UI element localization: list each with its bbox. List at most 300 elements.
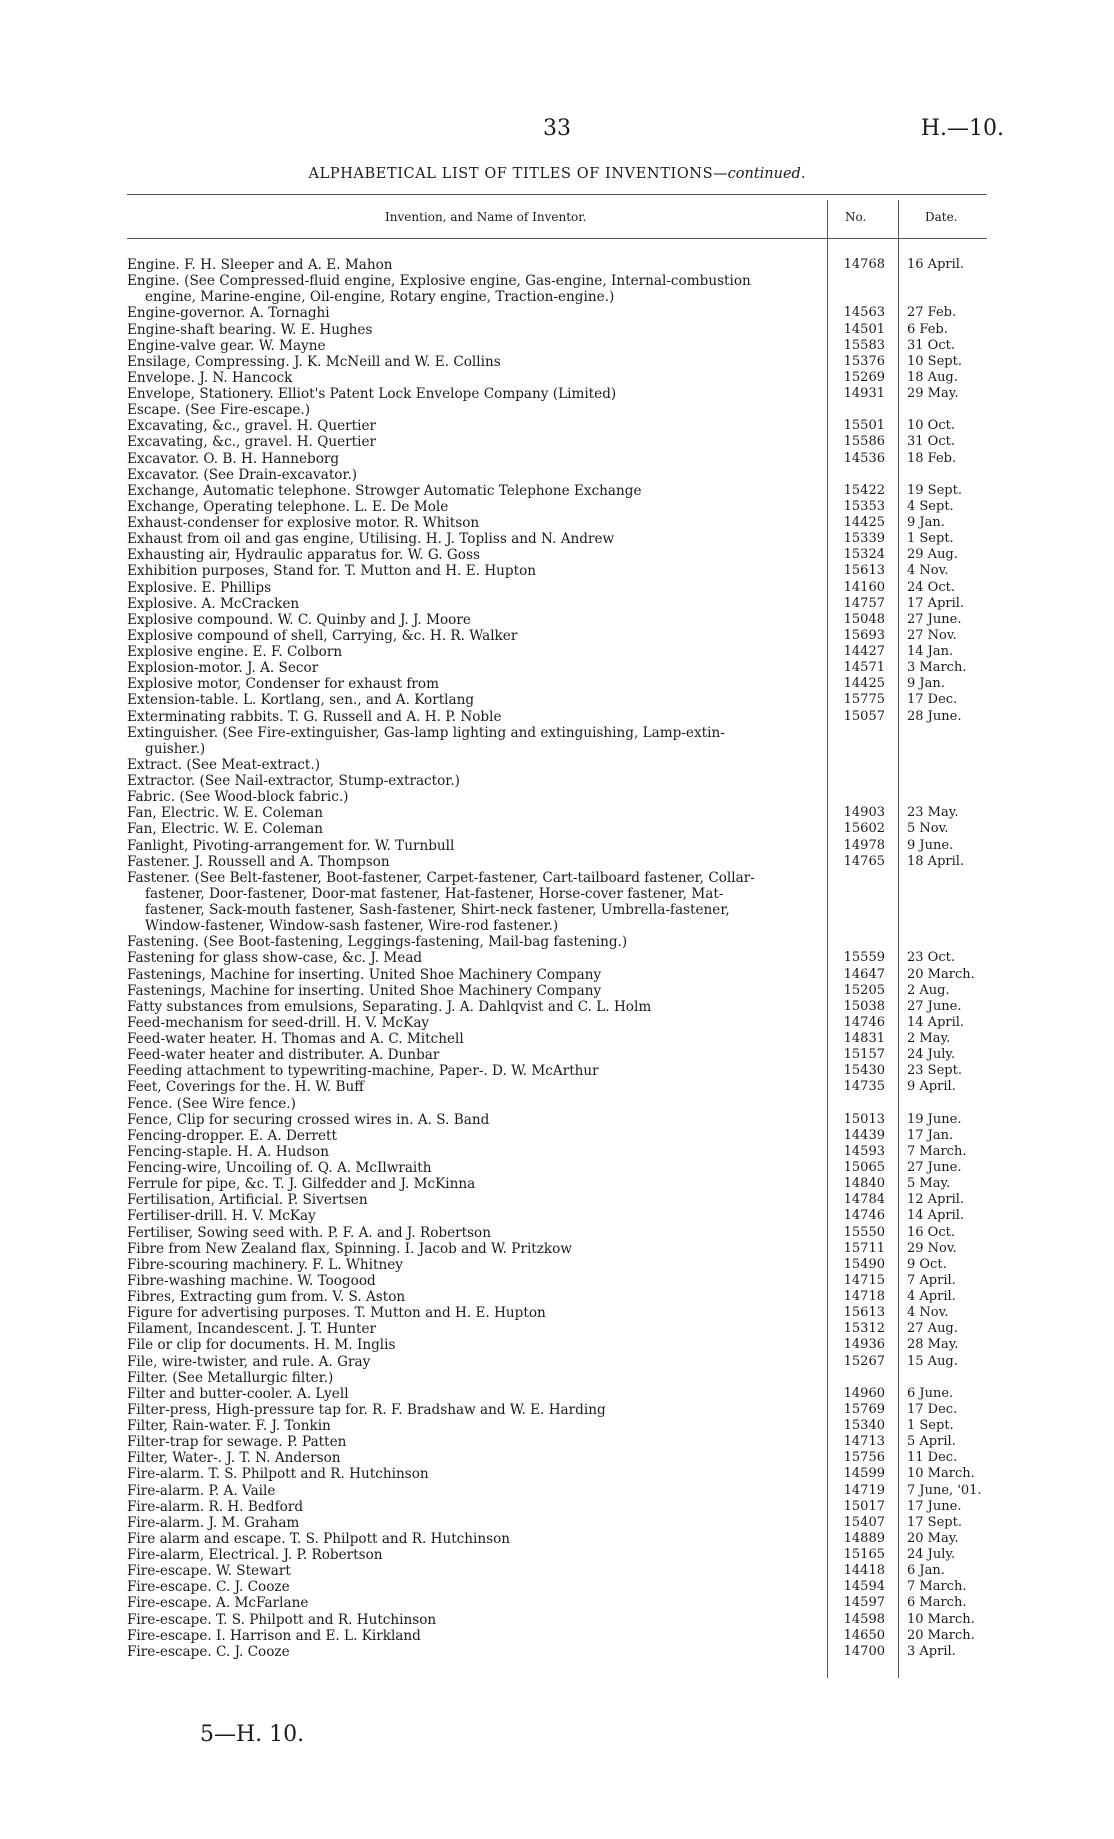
patent-number: 14425 xyxy=(843,676,885,692)
invention-title: Feet, Coverings for the. H. W. Buff xyxy=(127,1079,364,1096)
invention-title: Feeding attachment to typewriting-machine, Paper-. D. W. McArthur xyxy=(127,1063,599,1080)
patent-number: 14597 xyxy=(843,1595,885,1611)
invention-title: Fire-escape. A. McFarlane xyxy=(127,1595,309,1612)
list-item xyxy=(127,1015,987,1031)
patent-date: 10 Sept. xyxy=(907,353,962,369)
list-item xyxy=(127,1063,987,1079)
column-header-no: No. xyxy=(845,210,867,224)
patent-number: 14501 xyxy=(843,321,885,337)
list-item xyxy=(127,773,987,789)
patent-date: 18 Aug. xyxy=(907,369,958,385)
patent-date: 10 Oct. xyxy=(907,418,955,434)
patent-number: 14418 xyxy=(843,1563,885,1579)
patent-number: 15769 xyxy=(843,1401,885,1417)
column-header-date: Date. xyxy=(925,210,958,224)
patent-number: 14768 xyxy=(843,257,885,272)
list-item xyxy=(127,402,987,418)
patent-number: 14784 xyxy=(843,1192,885,1208)
patent-date: 28 May. xyxy=(907,1337,959,1353)
list-item xyxy=(127,692,987,708)
patent-number: 14719 xyxy=(843,1482,885,1498)
patent-date: 9 June. xyxy=(907,837,954,853)
list-item xyxy=(127,838,987,854)
list-item xyxy=(127,1466,987,1482)
list-item xyxy=(127,1579,987,1595)
patent-number: 15430 xyxy=(843,1063,885,1079)
list-title-suffix: —continued. xyxy=(713,166,806,182)
patent-date: 23 Oct. xyxy=(907,950,955,966)
patent-number: 14715 xyxy=(843,1272,885,1288)
invention-title: Exchange, Automatic telephone. Strowger Automatic Telephone Exchange xyxy=(127,482,642,499)
patent-date: 4 Nov. xyxy=(907,1305,949,1321)
list-item xyxy=(127,1112,987,1128)
patent-date: 19 June. xyxy=(907,1111,962,1127)
patent-date: 9 Jan. xyxy=(907,515,945,530)
invention-title: Excavating, &c., gravel. H. Quertier xyxy=(127,418,376,435)
patent-number: 15048 xyxy=(843,611,885,627)
list-item xyxy=(127,1354,987,1370)
patent-number: 14746 xyxy=(843,1014,885,1030)
list-item xyxy=(127,596,987,612)
invention-list xyxy=(127,257,987,1660)
invention-title: Extract. (See Meat-extract.) xyxy=(127,756,321,773)
patent-number: 14536 xyxy=(843,450,885,466)
invention-title: Ensilage, Compressing. J. K. McNeill and W. E. Collins xyxy=(127,353,501,370)
list-item xyxy=(127,1402,987,1418)
invention-title: Window-fastener, Window-sash fastener, Wire-rod fastener.) xyxy=(145,918,559,935)
invention-title: Fanlight, Pivoting-arrangement for. W. Turnbull xyxy=(127,837,455,854)
invention-title: Fastenings, Machine for inserting. United Shoe Machinery Company xyxy=(127,966,602,983)
patent-number: 15165 xyxy=(843,1547,885,1562)
patent-date: 16 April. xyxy=(907,257,965,272)
invention-title: Fastener. J. Roussell and A. Thompson xyxy=(127,853,390,870)
list-item xyxy=(127,757,987,773)
patent-number: 15038 xyxy=(843,998,885,1014)
invention-title: Fencing-wire, Uncoiling of. Q. A. McIlwraith xyxy=(127,1160,432,1176)
patent-date: 27 June. xyxy=(907,998,962,1014)
list-item xyxy=(127,1128,987,1144)
list-item xyxy=(127,1225,987,1241)
invention-title: Explosion-motor. J. A. Secor xyxy=(127,660,319,677)
list-item xyxy=(127,1321,987,1337)
invention-title: Exhibition purposes, Stand for. T. Mutton and H. E. Hupton xyxy=(127,563,537,580)
patent-number: 15269 xyxy=(843,369,885,385)
patent-date: 16 Oct. xyxy=(907,1224,955,1240)
list-item xyxy=(127,1337,987,1353)
patent-date: 23 May. xyxy=(907,805,959,821)
invention-title: Exhausting air, Hydraulic apparatus for. W. G. Goss xyxy=(127,547,480,564)
patent-number: 14746 xyxy=(843,1208,885,1224)
patent-date: 31 Oct. xyxy=(907,434,955,450)
list-item xyxy=(127,370,987,386)
invention-title: Fibres, Extracting gum from. V. S. Aston xyxy=(127,1289,406,1305)
list-item xyxy=(127,1144,987,1160)
patent-date: 6 Jan. xyxy=(907,1563,945,1579)
invention-title: Fire-alarm. J. M. Graham xyxy=(127,1514,300,1531)
patent-date: 11 Dec. xyxy=(907,1450,958,1466)
patent-date: 31 Oct. xyxy=(907,337,955,353)
patent-number: 15775 xyxy=(843,692,885,708)
patent-number: 14425 xyxy=(843,515,885,530)
patent-date: 29 Nov. xyxy=(907,1240,957,1256)
list-item xyxy=(127,1289,987,1305)
list-item xyxy=(127,1047,987,1063)
patent-date: 27 Feb. xyxy=(907,305,957,321)
invention-title: Fibre from New Zealand flax, Spinning. I. Jacob and W. Pritzkow xyxy=(127,1240,572,1257)
patent-date: 7 March. xyxy=(907,1579,967,1595)
patent-date: 27 Aug. xyxy=(907,1321,958,1337)
patent-date: 14 April. xyxy=(907,1014,965,1030)
invention-title: Explosive. A. McCracken xyxy=(127,595,300,612)
patent-date: 14 April. xyxy=(907,1208,965,1224)
invention-title: Fire alarm and escape. T. S. Philpott and R. Hutchinson xyxy=(127,1530,511,1547)
invention-title: Fan, Electric. W. E. Coleman xyxy=(127,805,324,822)
patent-date: 10 March. xyxy=(907,1466,975,1482)
patent-number: 14647 xyxy=(843,966,885,982)
invention-title: Filament, Incandescent. J. T. Hunter xyxy=(127,1321,376,1338)
invention-title: Engine. (See Compressed-fluid engine, Explosive engine, Gas-engine, Internal-combustion xyxy=(127,273,751,290)
patent-date: 17 Dec. xyxy=(907,1401,958,1417)
invention-title: Extension-table. L. Kortlang, sen., and A. Kortlang xyxy=(127,692,475,709)
list-item xyxy=(127,451,987,467)
list-item xyxy=(127,338,987,354)
invention-title: Filter, Water-. J. T. N. Anderson xyxy=(127,1450,341,1467)
patent-number: 14571 xyxy=(843,660,885,676)
patent-number: 15613 xyxy=(843,1305,885,1321)
patent-number: 15353 xyxy=(843,498,885,514)
list-item xyxy=(127,1483,987,1499)
patent-date: 17 Sept. xyxy=(907,1514,962,1530)
patent-number: 14439 xyxy=(843,1127,885,1143)
patent-number: 14765 xyxy=(843,853,885,869)
invention-title: Fire-escape. T. S. Philpott and R. Hutchinson xyxy=(127,1611,437,1628)
patent-number: 15312 xyxy=(843,1321,885,1337)
invention-title: engine, Marine-engine, Oil-engine, Rotary engine, Traction-engine.) xyxy=(145,289,615,306)
patent-number: 14978 xyxy=(843,837,885,853)
patent-date: 5 Nov. xyxy=(907,821,949,837)
list-item xyxy=(127,660,987,676)
list-item xyxy=(127,1096,987,1112)
invention-title: Engine-valve gear. W. Mayne xyxy=(127,337,326,354)
patent-date: 5 May. xyxy=(907,1176,951,1192)
invention-title: Fencing-staple. H. A. Hudson xyxy=(127,1143,329,1160)
patent-number: 15550 xyxy=(843,1224,885,1240)
invention-title: Fatty substances from emulsions, Separating. J. A. Dahlqvist and C. L. Holm xyxy=(127,998,652,1015)
patent-number: 14889 xyxy=(843,1530,885,1546)
invention-title: Fertiliser-drill. H. V. McKay xyxy=(127,1208,316,1225)
patent-number: 15157 xyxy=(843,1047,885,1063)
invention-title: Fan, Electric. W. E. Coleman xyxy=(127,821,324,838)
list-item xyxy=(127,1241,987,1257)
patent-date: 17 Dec. xyxy=(907,692,958,708)
patent-number: 14757 xyxy=(843,595,885,611)
list-item xyxy=(127,1531,987,1547)
invention-title: Fencing-dropper. E. A. Derrett xyxy=(127,1127,337,1144)
list-item xyxy=(127,257,987,273)
patent-date: 3 March. xyxy=(907,660,967,676)
list-item xyxy=(127,499,987,515)
patent-number: 14593 xyxy=(843,1143,885,1159)
invention-title: Fastenings, Machine for inserting. United Shoe Machinery Company xyxy=(127,982,602,999)
invention-title: Filter and butter-cooler. A. Lyell xyxy=(127,1385,349,1402)
list-item xyxy=(127,805,987,821)
patent-number: 15490 xyxy=(843,1256,885,1272)
patent-number: 14960 xyxy=(843,1385,885,1401)
patent-date: 10 March. xyxy=(907,1611,975,1627)
patent-date: 29 Aug. xyxy=(907,547,958,563)
invention-title: Engine. F. H. Sleeper and A. E. Mahon xyxy=(127,257,393,273)
patent-date: 5 April. xyxy=(907,1434,956,1450)
patent-number: 14563 xyxy=(843,305,885,321)
invention-title: Extractor. (See Nail-extractor, Stump-extractor.) xyxy=(127,773,460,789)
patent-date: 27 June. xyxy=(907,1160,962,1175)
list-item xyxy=(127,1547,987,1563)
list-item xyxy=(127,628,987,644)
invention-title: Envelope, Stationery. Elliot's Patent Lock Envelope Company (Limited) xyxy=(127,386,617,402)
list-item xyxy=(127,1628,987,1644)
invention-title: Filter-press, High-pressure tap for. R. F. Bradshaw and W. E. Harding xyxy=(127,1401,606,1418)
list-item xyxy=(127,725,987,741)
list-item xyxy=(127,1612,987,1628)
invention-title: Filter. (See Metallurgic filter.) xyxy=(127,1369,334,1386)
list-item xyxy=(127,854,987,870)
invention-title: Fastening for glass show-case, &c. J. Mead xyxy=(127,950,423,967)
list-item xyxy=(127,709,987,725)
list-item xyxy=(127,902,987,918)
patent-date: 4 April. xyxy=(907,1289,956,1304)
list-item xyxy=(127,531,987,547)
list-item xyxy=(127,918,987,934)
patent-date: 23 Sept. xyxy=(907,1063,962,1079)
list-item xyxy=(127,950,987,966)
invention-title: Envelope. J. N. Hancock xyxy=(127,369,293,386)
patent-date: 12 April. xyxy=(907,1192,965,1208)
list-item xyxy=(127,1595,987,1611)
invention-title: Escape. (See Fire-escape.) xyxy=(127,402,311,419)
list-item xyxy=(127,322,987,338)
invention-title: Exhaust-condenser for explosive motor. R. Whitson xyxy=(127,515,480,531)
invention-title: Explosive compound. W. C. Quinby and J. J. Moore xyxy=(127,611,471,628)
invention-title: Exchange, Operating telephone. L. E. De Mole xyxy=(127,498,449,515)
patent-number: 15756 xyxy=(843,1450,885,1466)
list-item xyxy=(127,741,987,757)
patent-date: 20 March. xyxy=(907,966,975,982)
list-item xyxy=(127,886,987,902)
invention-title: Fibre-scouring machinery. F. L. Whitney xyxy=(127,1256,403,1273)
patent-date: 17 Jan. xyxy=(907,1127,954,1143)
list-item xyxy=(127,1208,987,1224)
invention-title: Feed-water heater and distributer. A. Dunbar xyxy=(127,1047,440,1064)
patent-number: 14931 xyxy=(843,386,885,401)
invention-title: Fibre-washing machine. W. Toogood xyxy=(127,1272,376,1289)
invention-title: Fastening. (See Boot-fastening, Leggings-fastening, Mail-bag fastening.) xyxy=(127,934,628,951)
list-item xyxy=(127,1176,987,1192)
invention-title: Fire-escape. C. J. Cooze xyxy=(127,1579,290,1596)
list-item xyxy=(127,580,987,596)
list-item xyxy=(127,821,987,837)
patent-number: 15376 xyxy=(843,353,885,369)
patent-number: 15065 xyxy=(843,1160,885,1175)
list-item xyxy=(127,1644,987,1660)
list-item xyxy=(127,515,987,531)
invention-title: Fire-alarm, Electrical. J. P. Robertson xyxy=(127,1547,383,1563)
patent-number: 14594 xyxy=(843,1579,885,1595)
invention-title: Explosive. E. Phillips xyxy=(127,579,272,596)
list-item xyxy=(127,273,987,289)
list-item xyxy=(127,1386,987,1402)
invention-title: fastener, Sack-mouth fastener, Sash-fastener, Shirt-neck fastener, Umbrella-fastener, xyxy=(145,902,730,918)
patent-date: 6 June. xyxy=(907,1385,954,1401)
list-item xyxy=(127,1434,987,1450)
invention-title: Fastener. (See Belt-fastener, Boot-fastener, Carpet-fastener, Cart-tailboard fastener, Collar- xyxy=(127,869,755,886)
patent-number: 14599 xyxy=(843,1466,885,1482)
patent-number: 14718 xyxy=(843,1289,885,1304)
invention-title: Filter-trap for sewage. P. Patten xyxy=(127,1434,347,1451)
invention-title: Feed-water heater. H. Thomas and A. C. Mitchell xyxy=(127,1031,464,1047)
patent-number: 14713 xyxy=(843,1434,885,1450)
patent-date: 27 June. xyxy=(907,611,962,627)
patent-date: 9 Oct. xyxy=(907,1256,947,1272)
invention-title: Explosive engine. E. F. Colborn xyxy=(127,644,343,660)
patent-date: 20 March. xyxy=(907,1627,975,1643)
list-item xyxy=(127,934,987,950)
list-item xyxy=(127,1079,987,1095)
list-item xyxy=(127,612,987,628)
patent-number: 14840 xyxy=(843,1176,885,1192)
patent-number: 15613 xyxy=(843,563,885,579)
patent-number: 15324 xyxy=(843,547,885,563)
invention-title: Engine-governor. A. Tornaghi xyxy=(127,305,330,322)
patent-date: 19 Sept. xyxy=(907,482,962,498)
list-item xyxy=(127,418,987,434)
patent-number: 14936 xyxy=(843,1337,885,1353)
list-item xyxy=(127,354,987,370)
patent-date: 20 May. xyxy=(907,1530,959,1546)
list-item xyxy=(127,289,987,305)
invention-title: Fire-alarm. T. S. Philpott and R. Hutchinson xyxy=(127,1466,429,1483)
patent-number: 15583 xyxy=(843,337,885,353)
invention-title: Fertiliser, Sowing seed with. P. F. A. and J. Robertson xyxy=(127,1224,492,1241)
patent-number: 15407 xyxy=(843,1514,885,1530)
patent-date: 3 April. xyxy=(907,1643,956,1659)
patent-number: 14427 xyxy=(843,644,885,659)
patent-date: 24 Oct. xyxy=(907,579,955,595)
list-item xyxy=(127,1160,987,1176)
invention-title: guisher.) xyxy=(145,740,206,757)
patent-number: 15339 xyxy=(843,531,885,547)
top-rule xyxy=(127,194,987,195)
patent-number: 14160 xyxy=(843,579,885,595)
patent-number: 14700 xyxy=(843,1643,885,1659)
patent-date: 7 June, '01. xyxy=(907,1482,982,1498)
list-item xyxy=(127,1273,987,1289)
patent-number: 15586 xyxy=(843,434,885,450)
list-item xyxy=(127,483,987,499)
invention-title: Filter, Rain-water. F. J. Tonkin xyxy=(127,1418,331,1434)
patent-date: 18 April. xyxy=(907,853,965,869)
list-item xyxy=(127,1192,987,1208)
invention-title: Fire-escape. I. Harrison and E. L. Kirkland xyxy=(127,1627,421,1644)
patent-date: 2 May. xyxy=(907,1031,951,1046)
invention-title: Figure for advertising purposes. T. Mutton and H. E. Hupton xyxy=(127,1305,546,1322)
patent-date: 7 March. xyxy=(907,1143,967,1159)
patent-date: 6 March. xyxy=(907,1595,967,1611)
list-item xyxy=(127,1515,987,1531)
patent-number: 14831 xyxy=(843,1031,885,1046)
patent-date: 24 July. xyxy=(907,1047,956,1063)
patent-date: 4 Nov. xyxy=(907,563,949,579)
patent-number: 15057 xyxy=(843,708,885,724)
patent-date: 24 July. xyxy=(907,1547,956,1562)
page-reference: H.—10. xyxy=(920,116,1004,141)
list-item xyxy=(127,1418,987,1434)
list-item xyxy=(127,1370,987,1386)
patent-number: 14735 xyxy=(843,1079,885,1095)
invention-title: Explosive motor, Condenser for exhaust from xyxy=(127,676,439,693)
patent-number: 15693 xyxy=(843,627,885,643)
patent-date: 2 Aug. xyxy=(907,982,950,998)
patent-date: 17 April. xyxy=(907,595,965,611)
invention-title: Feed-mechanism for seed-drill. H. V. McKay xyxy=(127,1014,430,1031)
list-item xyxy=(127,983,987,999)
patent-date: 4 Sept. xyxy=(907,498,954,514)
list-item xyxy=(127,467,987,483)
invention-title: Ferrule for pipe, &c. T. J. Gilfedder and J. McKinna xyxy=(127,1176,476,1193)
list-item xyxy=(127,967,987,983)
patent-number: 15205 xyxy=(843,982,885,998)
list-item xyxy=(127,434,987,450)
invention-title: fastener, Door-fastener, Door-mat fastener, Hat-fastener, Horse-cover fastener, Mat- xyxy=(145,885,724,902)
patent-date: 27 Nov. xyxy=(907,627,957,643)
list-item xyxy=(127,1563,987,1579)
patent-number: 14903 xyxy=(843,805,885,821)
invention-title: File, wire-twister, and rule. A. Gray xyxy=(127,1353,371,1370)
patent-number: 15013 xyxy=(843,1111,885,1127)
list-item xyxy=(127,563,987,579)
list-item xyxy=(127,1450,987,1466)
invention-title: File or clip for documents. H. M. Inglis xyxy=(127,1337,396,1354)
patent-number: 15711 xyxy=(843,1240,885,1256)
column-header-invention: Invention, and Name of Inventor. xyxy=(385,210,587,224)
list-item xyxy=(127,789,987,805)
invention-title: Fence. (See Wire fence.) xyxy=(127,1095,296,1112)
list-item xyxy=(127,1499,987,1515)
list-item xyxy=(127,676,987,692)
patent-date: 7 April. xyxy=(907,1272,956,1288)
page-number: 33 xyxy=(543,116,571,141)
patent-date: 9 Jan. xyxy=(907,676,945,692)
patent-date: 1 Sept. xyxy=(907,531,954,547)
patent-date: 1 Sept. xyxy=(907,1418,954,1433)
patent-number: 15602 xyxy=(843,821,885,837)
patent-number: 15422 xyxy=(843,482,885,498)
invention-title: Excavator. O. B. H. Hanneborg xyxy=(127,450,340,467)
patent-date: 28 June. xyxy=(907,708,962,724)
patent-date: 6 Feb. xyxy=(907,321,948,337)
invention-title: Fire-alarm. P. A. Vaile xyxy=(127,1482,276,1499)
patent-date: 14 Jan. xyxy=(907,644,954,659)
invention-title: Exterminating rabbits. T. G. Russell and A. H. P. Noble xyxy=(127,708,502,725)
invention-title: Excavator. (See Drain-excavator.) xyxy=(127,466,358,483)
list-title xyxy=(0,166,1114,182)
invention-title: Engine-shaft bearing. W. E. Hughes xyxy=(127,321,373,338)
patent-number: 15501 xyxy=(843,418,885,434)
invention-title: Explosive compound of shell, Carrying, &c. H. R. Walker xyxy=(127,627,518,644)
patent-number: 15559 xyxy=(843,950,885,966)
patent-date: 17 June. xyxy=(907,1498,962,1514)
invention-title: Fabric. (See Wood-block fabric.) xyxy=(127,789,349,806)
invention-title: Excavating, &c., gravel. H. Quertier xyxy=(127,434,376,451)
